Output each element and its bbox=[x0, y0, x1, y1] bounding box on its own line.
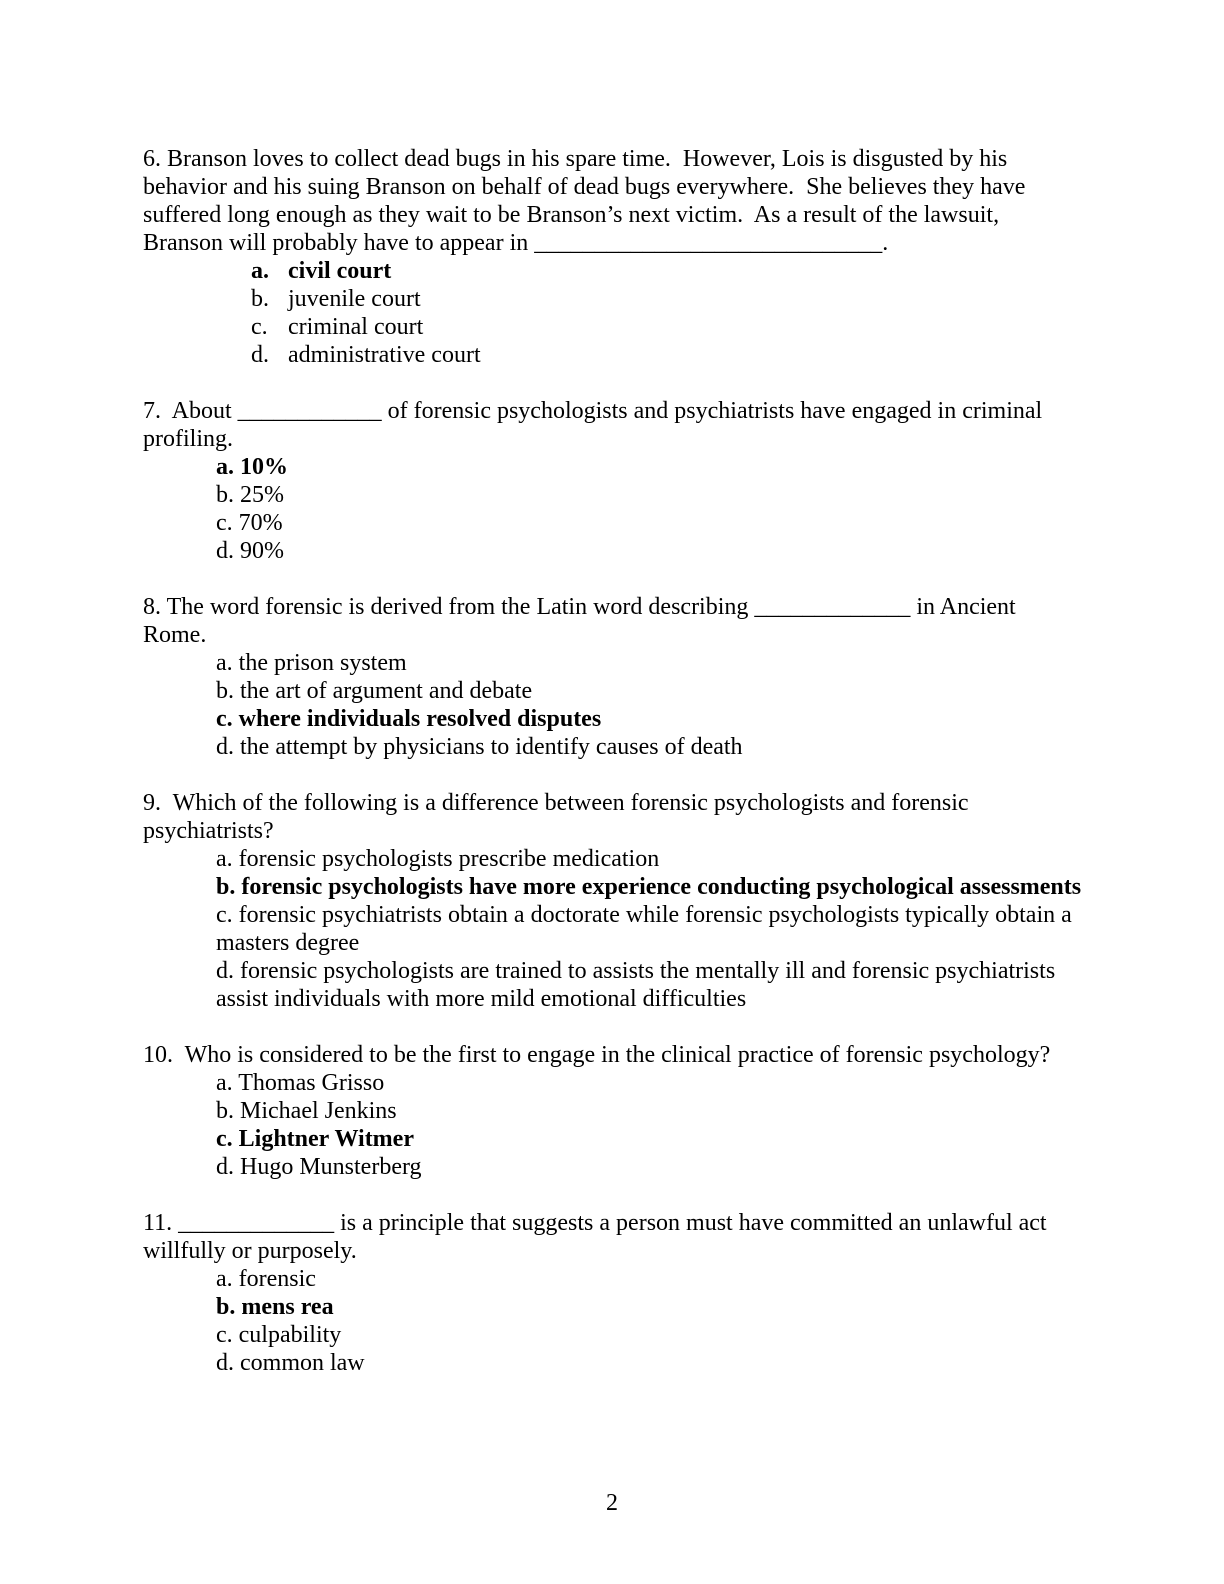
option-b bbox=[251, 285, 1083, 313]
option-letter: b. bbox=[216, 482, 234, 508]
option-c bbox=[216, 901, 1083, 957]
question-text: 6. Branson loves to collect dead bugs in his spare time. However, Lois is disgusted by his behavior and his suing Branson on behalf of dead bugs everywhere. She believes they have suffered long enough as they wait to be Branson’s next victim. As a result of the lawsuit, Branson will probably have to appear in _____________________________. bbox=[143, 146, 1032, 256]
option-letter: a. bbox=[216, 1266, 233, 1292]
option-letter: a. bbox=[251, 258, 269, 284]
option-d bbox=[216, 957, 1083, 1013]
options-list bbox=[216, 453, 1083, 565]
question-text: 10. Who is considered to be the first to engage in the clinical practice of forensic psychology? bbox=[143, 1042, 1051, 1068]
option-a bbox=[216, 1069, 1083, 1097]
option-text: forensic bbox=[238, 1266, 316, 1292]
question-text: 8. The word forensic is derived from the Latin word describing _____________ in Ancient Rome. bbox=[143, 594, 1022, 648]
page-number: 2 bbox=[606, 1490, 618, 1516]
question-block bbox=[143, 397, 1083, 565]
option-c bbox=[216, 1125, 1083, 1153]
question-text: 7. About ____________ of forensic psychologists and psychiatrists have engaged in criminal profiling. bbox=[143, 398, 1049, 452]
option-letter: b. bbox=[216, 1098, 234, 1124]
option-letter: b. bbox=[216, 1294, 236, 1320]
question-block bbox=[143, 1041, 1083, 1181]
option-text: 90% bbox=[240, 538, 284, 564]
option-text: administrative court bbox=[288, 342, 481, 368]
option-text: Thomas Grisso bbox=[238, 1070, 385, 1096]
option-letter: a. bbox=[216, 650, 233, 676]
option-letter: c. bbox=[216, 902, 233, 928]
question-block bbox=[143, 1209, 1083, 1377]
option-text: mens rea bbox=[241, 1294, 334, 1320]
option-text: forensic psychologists prescribe medication bbox=[238, 846, 660, 872]
option-letter: a. bbox=[216, 1070, 233, 1096]
option-b bbox=[216, 873, 1083, 901]
option-letter: d. bbox=[216, 1154, 234, 1180]
option-letter: c. bbox=[216, 1126, 233, 1152]
option-letter: a. bbox=[216, 846, 233, 872]
option-letter: c. bbox=[216, 1322, 233, 1348]
option-c bbox=[216, 509, 1083, 537]
option-d bbox=[216, 1349, 1083, 1377]
option-letter: c. bbox=[216, 706, 233, 732]
option-letter: d. bbox=[216, 958, 234, 984]
option-letter: b. bbox=[216, 874, 236, 900]
option-letter: d. bbox=[216, 1350, 234, 1376]
option-a bbox=[251, 257, 1083, 285]
options-list bbox=[216, 845, 1083, 1013]
option-text: culpability bbox=[238, 1322, 342, 1348]
question-text: 11. _____________ is a principle that suggests a person must have committed an unlawful act willfully or purposely. bbox=[143, 1210, 1053, 1264]
option-d bbox=[251, 341, 1083, 369]
option-letter: c. bbox=[216, 510, 233, 536]
option-letter: d. bbox=[216, 538, 234, 564]
option-text: Lightner Witmer bbox=[238, 1126, 414, 1152]
option-text: forensic psychiatrists obtain a doctorate while forensic psychologists typically obtain a masters degree bbox=[216, 902, 1078, 956]
question-block bbox=[143, 789, 1083, 1013]
option-text: the prison system bbox=[238, 650, 407, 676]
option-letter: a. bbox=[216, 454, 234, 480]
options-list bbox=[251, 257, 1083, 369]
option-d bbox=[216, 733, 1083, 761]
option-text: civil court bbox=[288, 258, 392, 284]
option-text: the art of argument and debate bbox=[240, 678, 533, 704]
option-c bbox=[216, 705, 1083, 733]
option-c bbox=[216, 1321, 1083, 1349]
option-text: juvenile court bbox=[288, 286, 421, 312]
option-letter: b. bbox=[251, 286, 269, 312]
options-list bbox=[216, 649, 1083, 761]
question-text: 9. Which of the following is a difference between forensic psychologists and forensic psychiatrists? bbox=[143, 790, 975, 844]
option-text: Michael Jenkins bbox=[240, 1098, 397, 1124]
option-text: 70% bbox=[238, 510, 283, 536]
option-a bbox=[216, 453, 1083, 481]
option-b bbox=[216, 1293, 1083, 1321]
option-text: forensic psychologists have more experience conducting psychological assessments bbox=[241, 874, 1082, 900]
option-text: criminal court bbox=[288, 314, 424, 340]
option-c bbox=[251, 313, 1083, 341]
option-letter: b. bbox=[216, 678, 234, 704]
option-letter: d. bbox=[216, 734, 234, 760]
question-block bbox=[143, 145, 1083, 369]
option-b bbox=[216, 481, 1083, 509]
document-page-content bbox=[143, 145, 1083, 1405]
option-text: common law bbox=[240, 1350, 365, 1376]
question-block bbox=[143, 593, 1083, 761]
option-letter: c. bbox=[251, 314, 268, 340]
option-text: where individuals resolved disputes bbox=[238, 706, 602, 732]
option-d bbox=[216, 1153, 1083, 1181]
option-d bbox=[216, 537, 1083, 565]
options-list bbox=[216, 1265, 1083, 1377]
option-b bbox=[216, 677, 1083, 705]
option-text: the attempt by physicians to identify causes of death bbox=[240, 734, 743, 760]
option-a bbox=[216, 1265, 1083, 1293]
options-list bbox=[216, 1069, 1083, 1181]
option-a bbox=[216, 649, 1083, 677]
option-text: forensic psychologists are trained to assists the mentally ill and forensic psychiatrists assist individuals with more mild emotional difficulties bbox=[216, 958, 1062, 1012]
option-text: 10% bbox=[240, 454, 288, 480]
option-text: Hugo Munsterberg bbox=[240, 1154, 422, 1180]
option-text: 25% bbox=[240, 482, 284, 508]
option-letter: d. bbox=[251, 342, 269, 368]
option-b bbox=[216, 1097, 1083, 1125]
option-a bbox=[216, 845, 1083, 873]
